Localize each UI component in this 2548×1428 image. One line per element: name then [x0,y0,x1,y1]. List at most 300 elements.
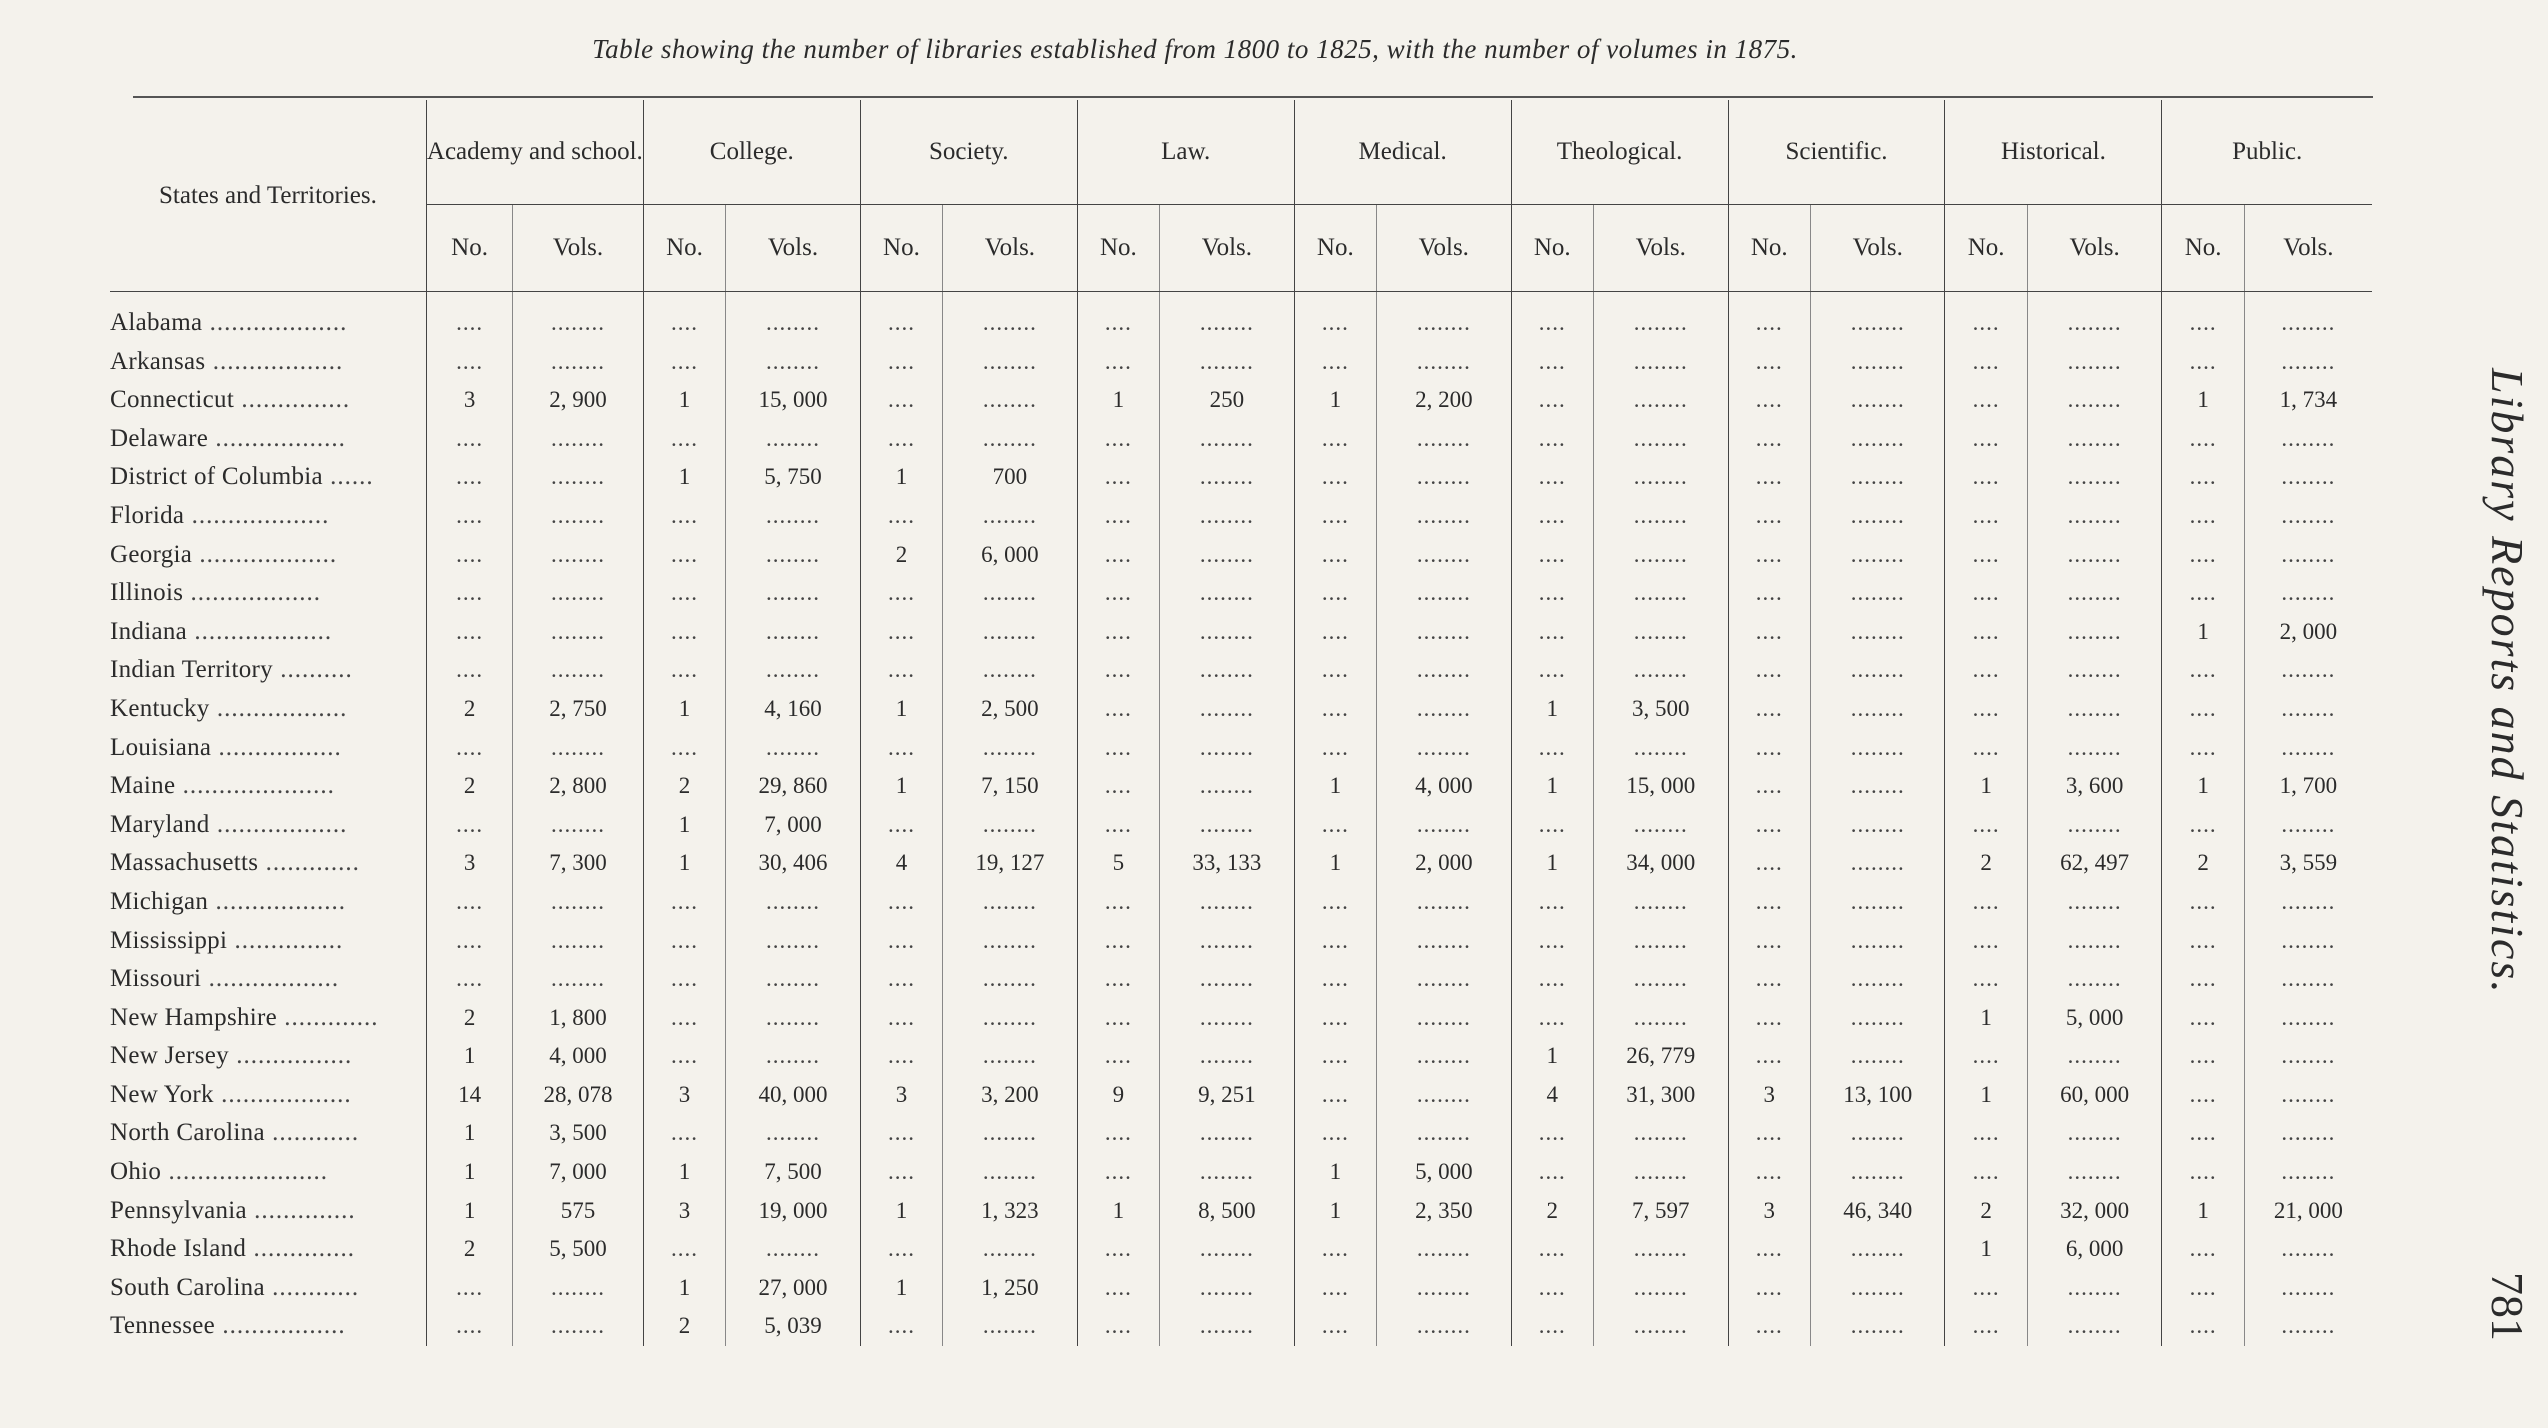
number-cell: .... [1294,420,1376,459]
volumes-cell: ........ [1593,1269,1728,1308]
state-name-cell [110,1192,426,1231]
number-cell: .... [860,497,942,536]
volumes-cell: ........ [1160,1230,1295,1269]
number-cell: .... [1294,922,1376,961]
volumes-cell: 250 [1160,381,1295,420]
number-cell: .... [860,1037,942,1076]
volumes-cell: 60, 000 [2027,1076,2162,1115]
number-cell: .... [426,343,512,382]
number-cell: .... [1511,1269,1593,1308]
number-cell: .... [860,883,942,922]
volumes-cell: ........ [1810,420,1945,459]
number-cell: .... [1294,690,1376,729]
number-cell: .... [1077,1153,1159,1192]
number-cell: .... [426,613,512,652]
volumes-cell: ........ [943,729,1078,768]
volumes-cell: ........ [726,420,861,459]
volumes-cell: ........ [2281,811,2336,837]
table-row [110,806,2372,845]
volumes-cell: ........ [1810,458,1945,497]
number-cell: .... [1945,1114,2027,1153]
volumes-cell: ........ [1810,806,1945,845]
volumes-cell: ........ [1810,574,1945,613]
table-row [110,1076,2372,1115]
no-header: No. [1511,205,1593,292]
number-cell: .... [2162,729,2244,768]
number-cell: .... [1945,651,2027,690]
volumes-cell: ........ [2027,883,2162,922]
volumes-cell: 1, 250 [943,1269,1078,1308]
volumes-cell: 15, 000 [726,381,861,420]
number-cell: .... [1294,1307,1376,1346]
state-name: Arkansas [110,347,206,375]
volumes-cell: ........ [513,497,644,536]
number-cell: 1 [1511,767,1593,806]
volumes-cell: ........ [2281,464,2336,490]
number-cell: .... [1511,420,1593,459]
number-cell: 1 [2162,767,2244,806]
dot-leader: .................. [213,1080,352,1108]
number-cell: .... [1077,1037,1159,1076]
volumes-cell: ........ [943,922,1078,961]
number-cell: 1 [2162,381,2244,420]
volumes-cell: ........ [1160,458,1295,497]
number-cell: .... [1294,1269,1376,1308]
number-cell: .... [1294,343,1376,382]
volumes-cell: ........ [943,1114,1078,1153]
state-name: South Carolina [110,1273,265,1301]
number-cell: .... [1945,381,2027,420]
volumes-cell: ........ [2281,541,2336,567]
number-cell: .... [643,1037,725,1076]
volumes-cell: ........ [1377,497,1512,536]
number-cell: 1 [1511,690,1593,729]
number-cell: 2 [1511,1192,1593,1231]
volumes-cell: 700 [943,458,1078,497]
volumes-cell: ........ [2281,1081,2336,1107]
number-cell: .... [2162,1037,2244,1076]
no-header: No. [860,205,942,292]
volumes-cell: ........ [1593,497,1728,536]
table-row [110,1037,2372,1076]
volumes-cell: ........ [1593,536,1728,575]
volumes-cell: ........ [1160,304,1295,343]
volumes-cell: ........ [726,960,861,999]
volumes-cell: 32, 000 [2027,1192,2162,1231]
number-cell: .... [1945,304,2027,343]
volumes-cell: ........ [2281,1274,2336,1300]
number-cell: 3 [426,844,512,883]
dot-leader: .................. [201,965,340,993]
volumes-cell: 2, 900 [513,381,644,420]
volumes-cell: ........ [1810,1153,1945,1192]
number-cell: 4 [860,844,942,883]
state-name: Delaware [110,424,209,452]
number-cell: .... [1294,806,1376,845]
state-name-cell [110,883,426,922]
volumes-cell: ........ [1160,960,1295,999]
volumes-cell: ........ [1810,304,1945,343]
volumes-cell: ........ [1810,651,1945,690]
volumes-cell: ........ [726,343,861,382]
table-row [110,729,2372,768]
dot-leader: ..................... [175,772,335,800]
number-cell: .... [426,883,512,922]
volumes-cell: ........ [513,883,644,922]
number-cell: 1 [1511,1037,1593,1076]
table-row [110,343,2372,382]
state-name: Pennsylvania [110,1196,247,1224]
number-cell: .... [1511,1307,1593,1346]
volumes-cell: ........ [2027,1269,2162,1308]
number-cell: .... [643,729,725,768]
number-cell: .... [1728,651,1810,690]
number-cell: 1 [426,1192,512,1231]
table-row [110,922,2372,961]
state-name-cell [110,420,426,459]
number-cell: .... [1511,999,1593,1038]
number-cell: .... [1511,458,1593,497]
table-row [110,381,2372,420]
volumes-cell: ........ [2281,888,2336,914]
state-name-cell [110,922,426,961]
state-name-cell [110,960,426,999]
number-cell: 2 [2162,844,2244,883]
number-cell: .... [1511,922,1593,961]
volumes-cell: ........ [726,729,861,768]
volumes-cell: ........ [2281,1043,2336,1069]
number-cell: .... [1945,922,2027,961]
state-name: New Jersey [110,1042,229,1070]
volumes-cell: ........ [1593,574,1728,613]
state-name-cell [110,1114,426,1153]
number-cell: .... [860,922,942,961]
volumes-cell: ........ [1377,960,1512,999]
volumes-cell: ........ [1593,458,1728,497]
dot-leader: ............... [234,386,351,414]
number-cell: .... [860,381,942,420]
number-cell: 1 [1945,1076,2027,1115]
state-name: Illinois [110,579,184,607]
volumes-cell: 8, 500 [1160,1192,1295,1231]
number-cell: .... [1511,536,1593,575]
volumes-cell: ........ [2281,502,2336,528]
number-cell: .... [1077,922,1159,961]
dot-leader: .................. [208,424,346,452]
number-cell: 1 [1945,1230,2027,1269]
table-row [110,304,2372,343]
number-cell: .... [1294,1230,1376,1269]
number-cell: .... [860,999,942,1038]
vols-header: Vols. [513,205,644,292]
volumes-cell: ........ [1377,574,1512,613]
page-number: 781 [2482,1272,2533,1341]
volumes-cell: 5, 500 [513,1230,644,1269]
state-name-cell [110,767,426,806]
category-header: Public. [2162,100,2372,205]
volumes-cell: ........ [1593,806,1728,845]
number-cell: .... [643,999,725,1038]
number-cell: .... [1728,1230,1810,1269]
dot-leader: .............. [246,1196,356,1224]
number-cell: .... [2162,574,2244,613]
number-cell: 1 [643,1153,725,1192]
number-cell: .... [1945,613,2027,652]
number-cell: .... [1077,304,1159,343]
volumes-cell: ........ [1377,343,1512,382]
number-cell: 1 [1294,381,1376,420]
volumes-cell: ........ [513,1307,644,1346]
number-cell: .... [643,1114,725,1153]
number-cell: .... [1511,497,1593,536]
no-header: No. [2162,205,2244,292]
number-cell: .... [1945,1269,2027,1308]
state-name-cell [110,806,426,845]
number-cell: 3 [643,1076,725,1115]
state-name-cell [110,497,426,536]
number-cell: .... [1294,613,1376,652]
number-cell: .... [1077,883,1159,922]
volumes-cell: ........ [1377,1269,1512,1308]
number-cell: .... [1294,883,1376,922]
dot-leader: ................... [192,540,338,568]
number-cell: .... [1945,806,2027,845]
dot-leader: ............... [227,926,344,954]
number-cell: .... [2162,922,2244,961]
volumes-cell: ........ [2027,1114,2162,1153]
volumes-cell: ........ [943,304,1078,343]
volumes-cell: ........ [2281,1004,2336,1030]
number-cell: .... [1945,729,2027,768]
number-cell: .... [1728,883,1810,922]
number-cell: 1 [860,1192,942,1231]
volumes-cell: ........ [1377,999,1512,1038]
volumes-cell: ........ [513,651,644,690]
volumes-cell: ........ [2027,536,2162,575]
number-cell: .... [1294,651,1376,690]
state-name-cell [110,574,426,613]
state-name: District of Columbia [110,463,323,491]
volumes-cell: ........ [1377,651,1512,690]
state-name-cell [110,844,426,883]
number-cell: .... [426,1307,512,1346]
volumes-cell: ........ [943,574,1078,613]
volumes-cell: ........ [2027,1153,2162,1192]
volumes-cell: ........ [1593,343,1728,382]
no-header: No. [1294,205,1376,292]
number-cell: .... [1945,883,2027,922]
volumes-cell: ........ [1810,343,1945,382]
volumes-cell: ........ [2027,613,2162,652]
volumes-cell: ........ [943,1307,1078,1346]
state-name: Maryland [110,810,210,838]
number-cell: .... [860,1153,942,1192]
volumes-cell: ........ [726,651,861,690]
volumes-cell: ........ [2027,651,2162,690]
number-cell: .... [643,960,725,999]
volumes-cell: ........ [1160,883,1295,922]
number-cell: 1 [643,690,725,729]
number-cell: .... [1077,1269,1159,1308]
state-name-cell [110,1307,426,1346]
volumes-cell: 575 [513,1192,644,1231]
dot-leader: ................. [211,733,342,761]
no-header: No. [1077,205,1159,292]
category-header: Academy and school. [426,100,643,205]
number-cell: 1 [1077,381,1159,420]
volumes-cell: ........ [2281,734,2336,760]
volumes-cell: ........ [1160,767,1295,806]
volumes-cell: 26, 779 [1593,1037,1728,1076]
volumes-cell: ........ [943,497,1078,536]
number-cell: .... [426,420,512,459]
volumes-cell: 46, 340 [1810,1192,1945,1231]
volumes-cell: ........ [1810,922,1945,961]
number-cell: .... [1294,497,1376,536]
table-row [110,536,2372,575]
table-row [110,613,2372,652]
volumes-cell: ........ [2281,1159,2336,1185]
number-cell: .... [1728,1153,1810,1192]
category-header: Scientific. [1728,100,1945,205]
number-cell: .... [1077,960,1159,999]
number-cell: .... [426,651,512,690]
no-header: No. [426,205,512,292]
number-cell: .... [860,651,942,690]
volumes-cell: 5, 039 [726,1307,861,1346]
number-cell: .... [426,960,512,999]
volumes-cell: ........ [1377,690,1512,729]
volumes-cell: ........ [2281,310,2336,335]
volumes-cell: 2, 750 [513,690,644,729]
number-cell: .... [1511,1230,1593,1269]
volumes-cell: ........ [1377,729,1512,768]
dot-leader: ...... [322,463,374,491]
state-name: Tennessee [110,1312,216,1340]
volumes-cell: ........ [1810,497,1945,536]
volumes-cell: ........ [2027,729,2162,768]
volumes-cell: ........ [1160,999,1295,1038]
volumes-cell: 1, 700 [2279,773,2338,799]
volumes-cell: ........ [943,343,1078,382]
state-name-cell [110,999,426,1038]
number-cell: .... [1511,729,1593,768]
state-name: Louisiana [110,733,212,761]
number-cell: .... [1077,1230,1159,1269]
number-cell: .... [1511,651,1593,690]
number-cell: 3 [860,1076,942,1115]
volumes-cell: ........ [1377,922,1512,961]
volumes-cell: ........ [943,1230,1078,1269]
volumes-cell: ........ [1593,1153,1728,1192]
volumes-cell: ........ [1593,883,1728,922]
state-name: Rhode Island [110,1235,247,1263]
volumes-cell: 3, 200 [943,1076,1078,1115]
volumes-cell: ........ [943,883,1078,922]
number-cell: .... [1294,458,1376,497]
volumes-cell: 34, 000 [1593,844,1728,883]
number-cell: .... [1077,536,1159,575]
number-cell: .... [1728,922,1810,961]
volumes-cell: ........ [1377,1114,1512,1153]
volumes-cell: ........ [1810,690,1945,729]
volumes-cell: ........ [1160,420,1295,459]
volumes-cell: ........ [2281,580,2336,606]
volumes-cell: ........ [726,574,861,613]
volumes-cell: ........ [1160,1307,1295,1346]
table-row [110,1192,2372,1231]
number-cell: .... [1294,999,1376,1038]
spacer-row [110,292,2372,305]
state-name: Mississippi [110,926,228,954]
volumes-cell: ........ [513,960,644,999]
number-cell: .... [1077,651,1159,690]
volumes-cell: ........ [1810,960,1945,999]
volumes-cell: 62, 497 [2027,844,2162,883]
number-cell: .... [1728,536,1810,575]
dot-leader: ................. [215,1312,346,1340]
number-cell: .... [1945,690,2027,729]
volumes-cell: ........ [2027,381,2162,420]
number-cell: .... [1294,1076,1376,1115]
table-caption: Table showing the number of libraries established from 1800 to 1825, with the number of volumes in 1875. [592,34,1798,64]
number-cell: .... [1728,343,1810,382]
volumes-cell: 7, 597 [1593,1192,1728,1231]
volumes-cell: ........ [1593,960,1728,999]
volumes-cell: ........ [1810,613,1945,652]
number-cell: .... [643,613,725,652]
state-name: Alabama [110,309,203,336]
number-cell: .... [1728,806,1810,845]
volumes-cell: 1, 800 [513,999,644,1038]
table-row [110,458,2372,497]
volumes-cell: ........ [1160,729,1295,768]
number-cell: .... [860,343,942,382]
volumes-cell: 40, 000 [726,1076,861,1115]
dot-leader: ................... [202,309,348,336]
number-cell: .... [1945,1153,2027,1192]
number-cell: 1 [426,1153,512,1192]
number-cell: .... [2162,806,2244,845]
volumes-cell: ........ [2027,690,2162,729]
volumes-cell: ........ [726,1114,861,1153]
state-name-cell [110,304,426,343]
volumes-cell: ........ [943,613,1078,652]
number-cell: .... [426,1269,512,1308]
volumes-cell: ........ [1810,1230,1945,1269]
volumes-cell: ........ [1810,536,1945,575]
volumes-cell: 7, 150 [943,767,1078,806]
number-cell: .... [1511,960,1593,999]
number-cell: 2 [1945,1192,2027,1231]
volumes-cell: ........ [1160,1269,1295,1308]
volumes-cell: ........ [1810,1114,1945,1153]
volumes-cell: 5, 000 [1377,1153,1512,1192]
volumes-cell: ........ [1160,1114,1295,1153]
number-cell: 1 [1294,844,1376,883]
number-cell: .... [643,497,725,536]
volumes-cell: ........ [513,729,644,768]
number-cell: 1 [2162,613,2244,652]
volumes-cell: ........ [943,381,1078,420]
vols-header: Vols. [1160,205,1295,292]
number-cell: .... [1294,574,1376,613]
number-cell: .... [1728,458,1810,497]
volumes-cell: 2, 800 [513,767,644,806]
table-row [110,651,2372,690]
volumes-cell: ........ [1160,1153,1295,1192]
number-cell: .... [1728,767,1810,806]
